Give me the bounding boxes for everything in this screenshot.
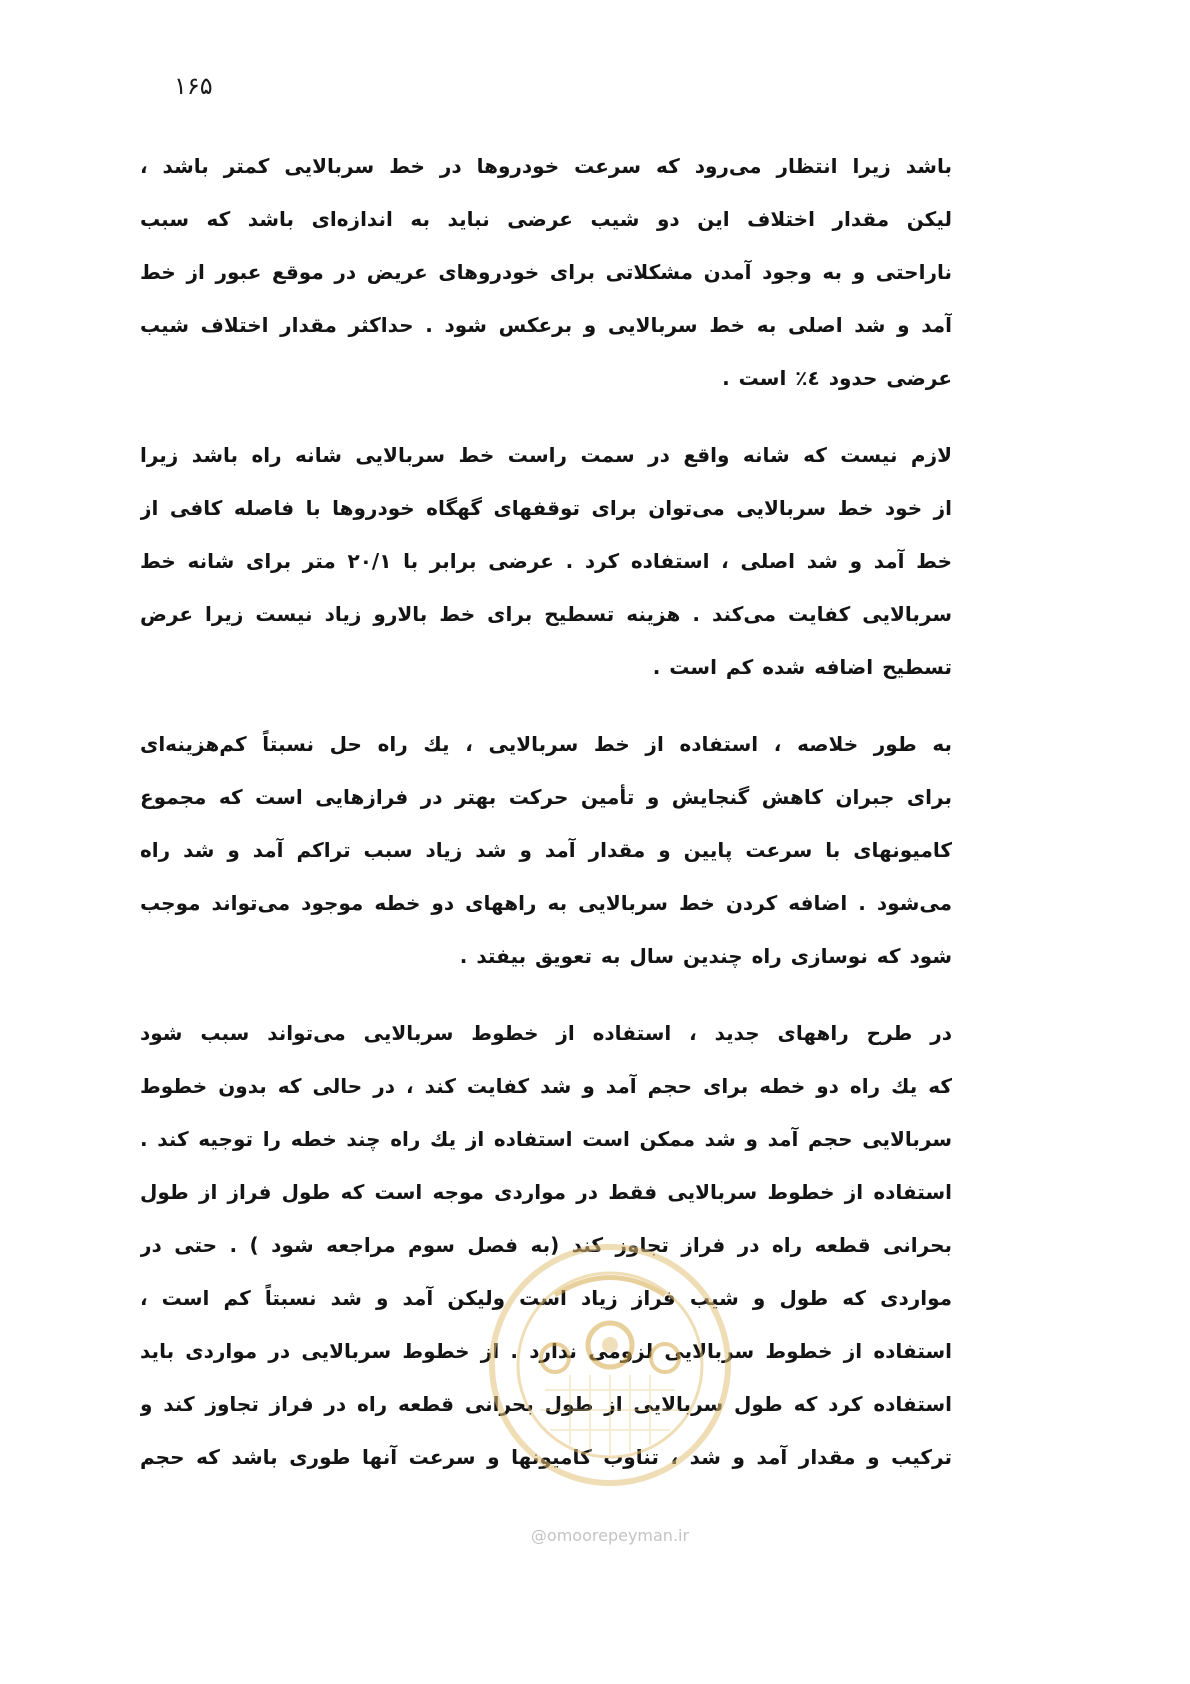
- paragraph-4: [140, 1007, 952, 1484]
- paragraph-3: [140, 718, 952, 983]
- text-line: مواردی که طول و شیب فراز زیاد است ولیکن آمد و شد نسبتاً کم است ،: [140, 1286, 952, 1310]
- text-line: در طرح راههای جدید ، استفاده از خطوط سربالایی می‌تواند سبب شود: [140, 1021, 952, 1045]
- text-line: لیکن مقدار اختلاف این دو شیب عرضی نباید به اندازه‌ای باشد که سبب: [140, 207, 952, 231]
- text-line: بحرانی قطعه راه در فراز تجاوز کند (به فصل سوم مراجعه شود ) . حتی در: [140, 1233, 952, 1257]
- text-line: کامیونهای با سرعت پایین و مقدار آمد و شد زیاد سبب تراکم آمد و شد راه: [140, 838, 952, 862]
- text-line: شود که نوسازی راه چندین سال به تعویق بیفتد .: [459, 944, 952, 968]
- text-line: سربالایی کفایت می‌کند . هزینه تسطیح برای خط بالارو زیاد نیست زیرا عرض: [140, 602, 952, 626]
- text-line: باشد زیرا انتظار می‌رود که سرعت خودروها در خط سربالایی کمتر باشد ،: [140, 154, 952, 178]
- text-line: عرضی حدود ٤٪ است .: [722, 366, 952, 390]
- text-line: می‌شود . اضافه کردن خط سربالایی به راههای دو خطه موجود می‌تواند موجب: [140, 891, 952, 915]
- text-line: تسطیح اضافه شده کم است .: [652, 655, 952, 679]
- text-line: آمد و شد اصلی به خط سربالایی و برعکس شود . حداکثر مقدار اختلاف شیب: [140, 313, 952, 337]
- document-body: [140, 140, 952, 1484]
- text-line: خط آمد و شد اصلی ، استفاده کرد . عرضی برابر با ۲۰/۱ متر برای شانه خط: [140, 549, 952, 573]
- paragraph-2: [140, 429, 952, 694]
- text-line: به طور خلاصه ، استفاده از خط سربالایی ، یك راه حل نسبتاً کم‌هزینه‌ای: [140, 732, 952, 756]
- text-line: استفاده از خطوط سربالایی لزومی ندارد . از خطوط سربالایی در مواردی باید: [140, 1339, 952, 1363]
- text-line: استفاده از خطوط سربالایی فقط در مواردی موجه است که طول فراز از طول: [140, 1180, 952, 1204]
- paragraph-1: [140, 140, 952, 405]
- text-line: برای جبران کاهش گنجایش و تأمین حرکت بهتر در فرازهایی است که مجموع: [140, 785, 952, 809]
- text-line: ناراحتی و به وجود آمدن مشکلاتی برای خودروهای عریض در موقع عبور از خط: [140, 260, 952, 284]
- text-line: سربالایی حجم آمد و شد ممکن است استفاده از یك راه چند خطه را توجیه کند .: [140, 1127, 952, 1151]
- text-line: که یك راه دو خطه برای حجم آمد و شد کفایت کند ، در حالی که بدون خطوط: [140, 1074, 952, 1098]
- watermark-url: @omoorepeyman.ir: [530, 1526, 690, 1545]
- text-line: از خود خط سربالایی می‌توان برای توقفهای گهگاه خودروها با فاصله کافی از: [140, 496, 952, 520]
- text-line: استفاده کرد که طول سربالایی از طول بحرانی قطعه راه در فراز تجاوز کند و: [140, 1392, 952, 1416]
- text-line: لازم نیست که شانه واقع در سمت راست خط سربالایی شانه راه باشد زیرا: [140, 443, 952, 467]
- text-line: ترکیب و مقدار آمد و شد ، تناوب کامیونها و سرعت آنها طوری باشد که حجم: [140, 1445, 952, 1469]
- page-number: ۱۶۵: [174, 72, 213, 100]
